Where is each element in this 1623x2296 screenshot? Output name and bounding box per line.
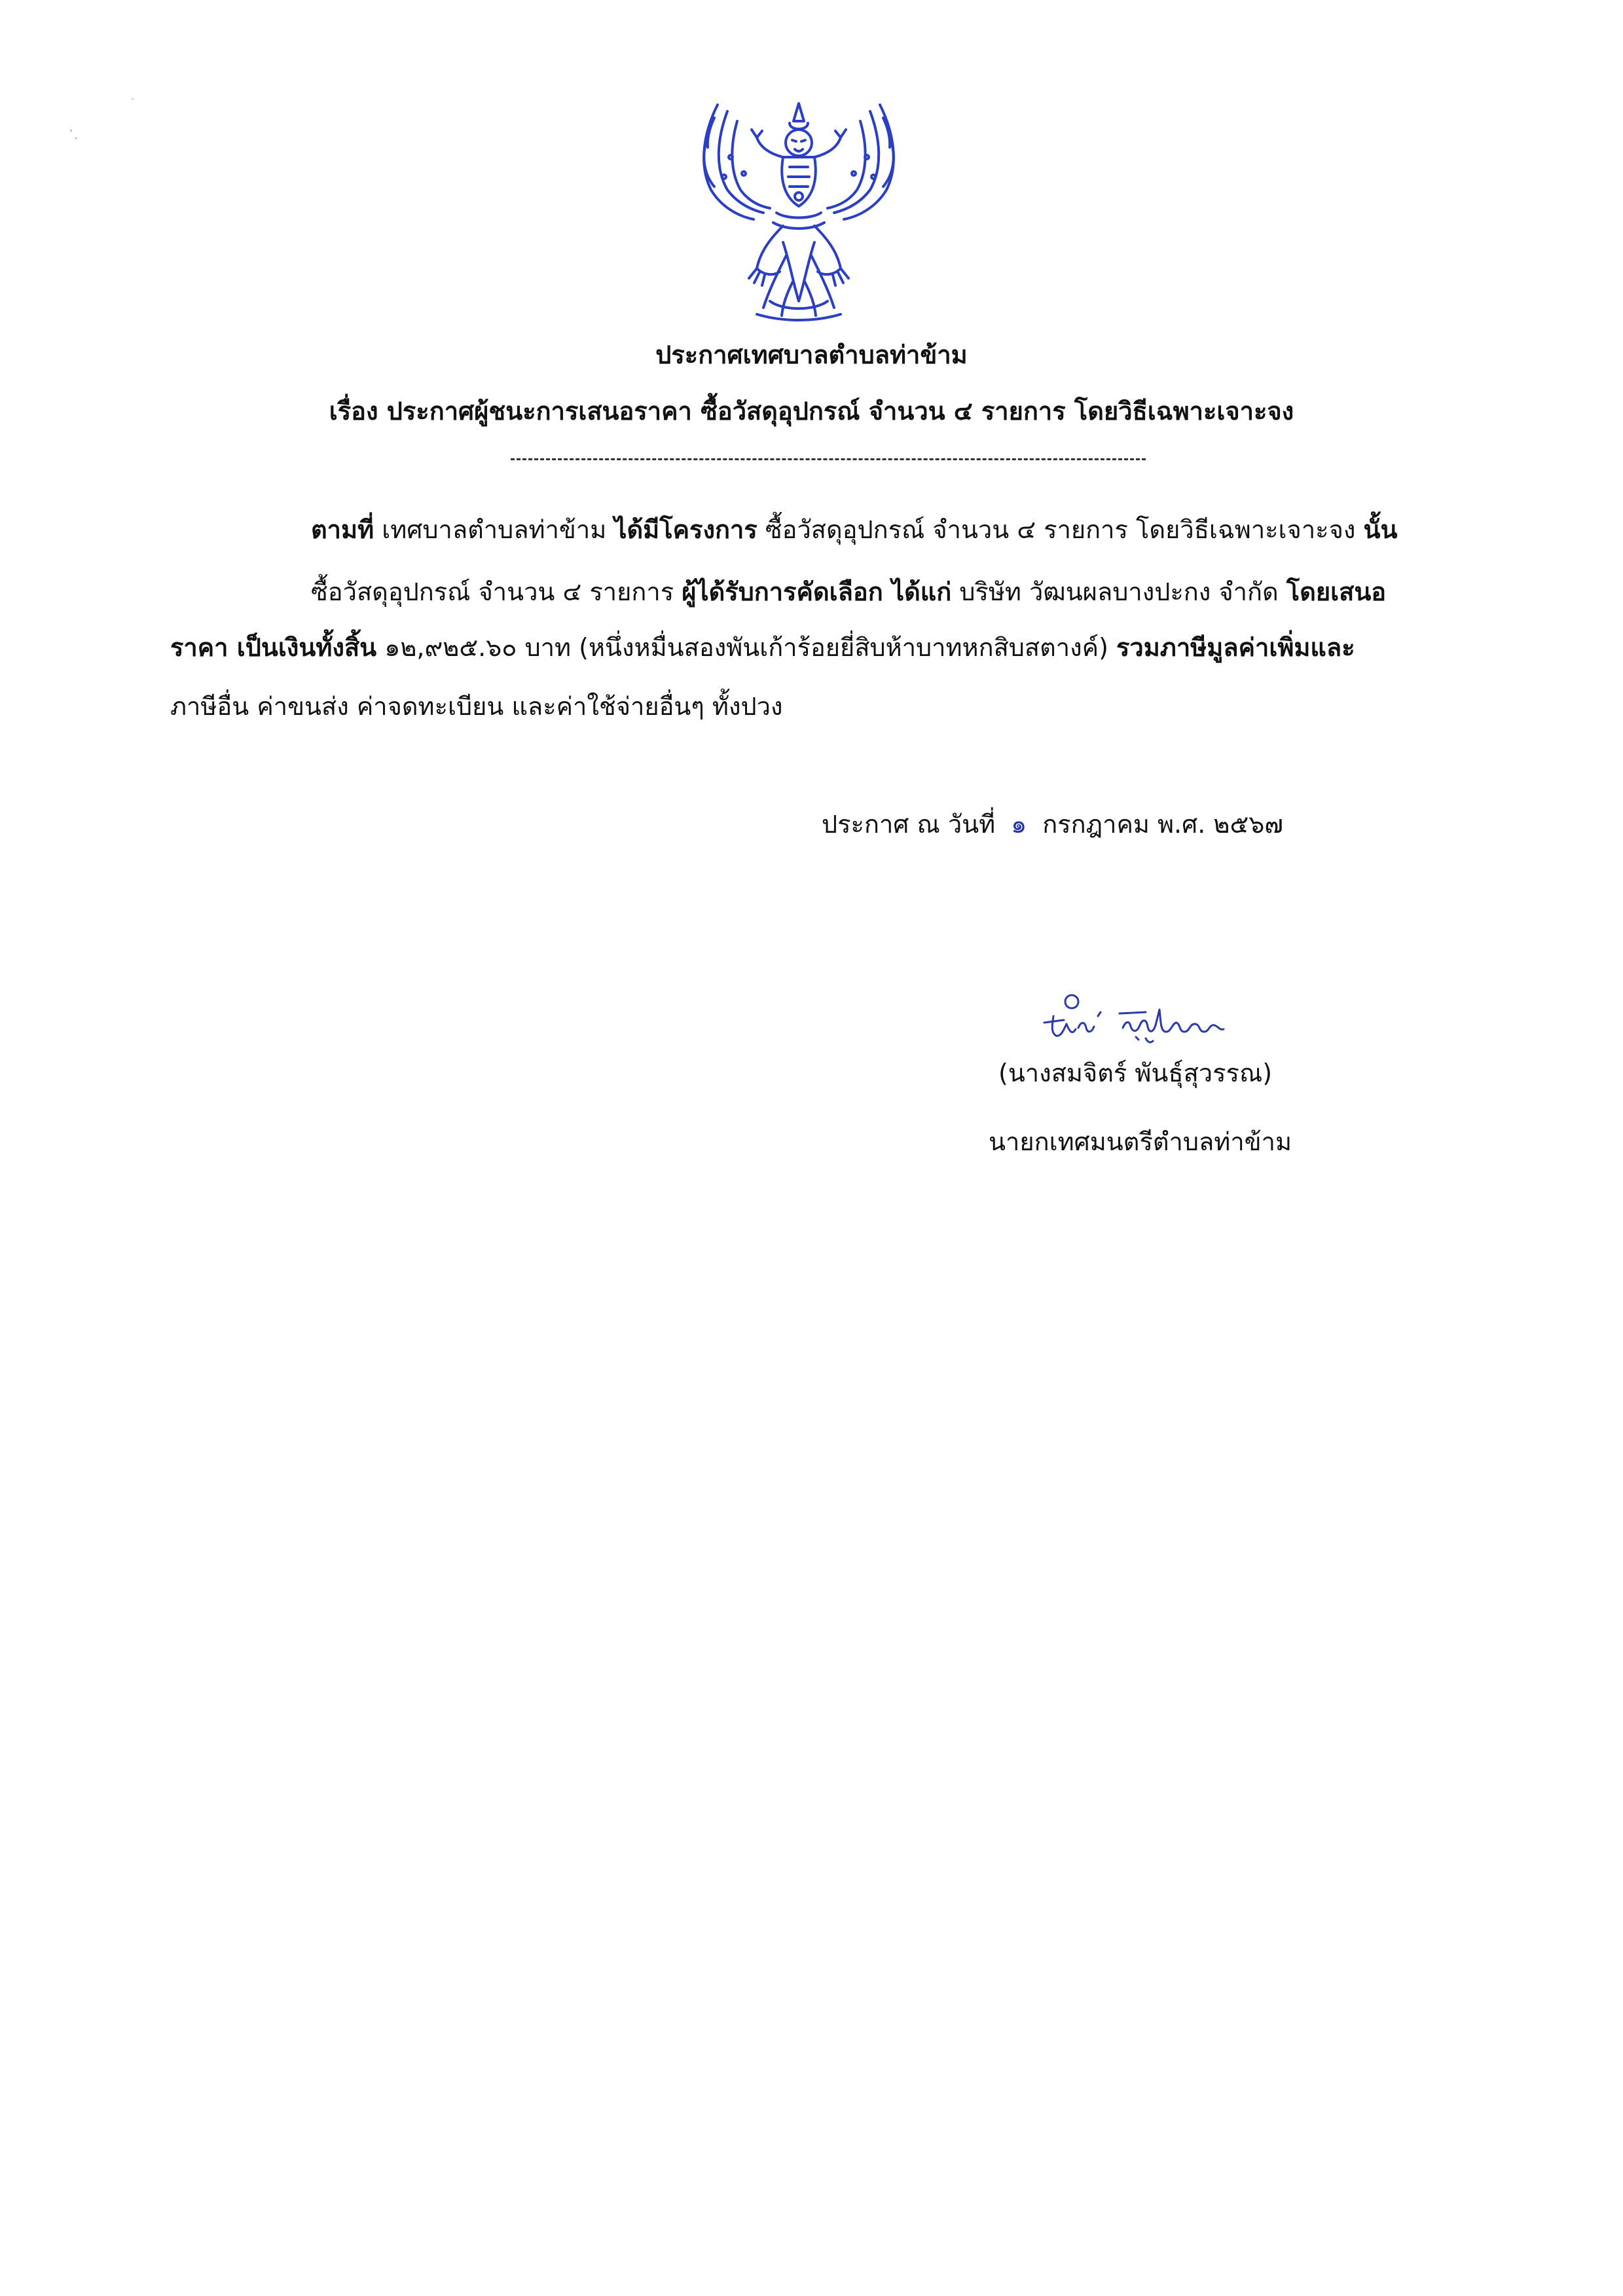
date-month-year: กรกฎาคม พ.ศ. ๒๕๖๗ (1042, 810, 1283, 839)
body-text: ราคา เป็นเงินทั้งสิ้น (170, 633, 377, 662)
signatory-name: (นางสมจิตร์ พันธุ์สุวรรณ) (998, 1059, 1273, 1087)
garuda-emblem-icon (691, 92, 906, 324)
body-text: ซื้อวัสดุอุปกรณ์ จำนวน ๔ รายการ (311, 577, 682, 606)
scan-speck: ˙ (130, 97, 136, 111)
body-text: ได้มีโครงการ (614, 515, 757, 544)
handwritten-signature (1038, 990, 1254, 1049)
body-line-2 (311, 576, 1386, 608)
body-text: ๑๒,๙๒๕.๖๐ บาท (หนึ่งหมื่นสองพันเก้าร้อยยี่สิบห้าบาทหกสิบสตางค์) (376, 633, 1116, 662)
date-day: ๑ (1011, 810, 1027, 839)
body-text: บริษัท วัฒนผลบางปะกง จำกัด (951, 577, 1286, 606)
body-text: ซื้อวัสดุอุปกรณ์ จำนวน ๔ รายการ โดยวิธีเฉพาะเจาะจง (757, 515, 1364, 544)
body-text: ตามที่ (311, 515, 374, 544)
body-text: รวมภาษีมูลค่าเพิ่มและ (1116, 633, 1355, 662)
date-prefix: ประกาศ ณ วันที่ (822, 810, 996, 839)
body-text: โดยเสนอ (1286, 577, 1387, 606)
announcement-title: ประกาศเทศบาลตำบลท่าข้าม (655, 340, 968, 369)
heading-divider (511, 458, 1146, 460)
body-text: ผู้ได้รับการคัดเลือก ได้แก่ (682, 577, 952, 606)
announcement-date (822, 809, 1283, 840)
body-text: เทศบาลตำบลท่าข้าม (374, 515, 615, 544)
body-line-1 (311, 514, 1397, 545)
body-line-3 (170, 632, 1355, 663)
signatory-position: นายกเทศมนตรีตำบลท่าข้าม (989, 1127, 1292, 1156)
announcement-subject: เรื่อง ประกาศผู้ชนะการเสนอราคา ซื้อวัสดุอุปกรณ์ จำนวน ๔ รายการ โดยวิธีเฉพาะเจาะจง (329, 397, 1294, 426)
body-line-4: ภาษีอื่น ค่าขนส่ง ค่าจดทะเบียน และค่าใช้จ่ายอื่นๆ ทั้งปวง (170, 692, 783, 721)
body-text: นั้น (1363, 515, 1398, 544)
scan-speck: ᾿. (68, 128, 78, 142)
